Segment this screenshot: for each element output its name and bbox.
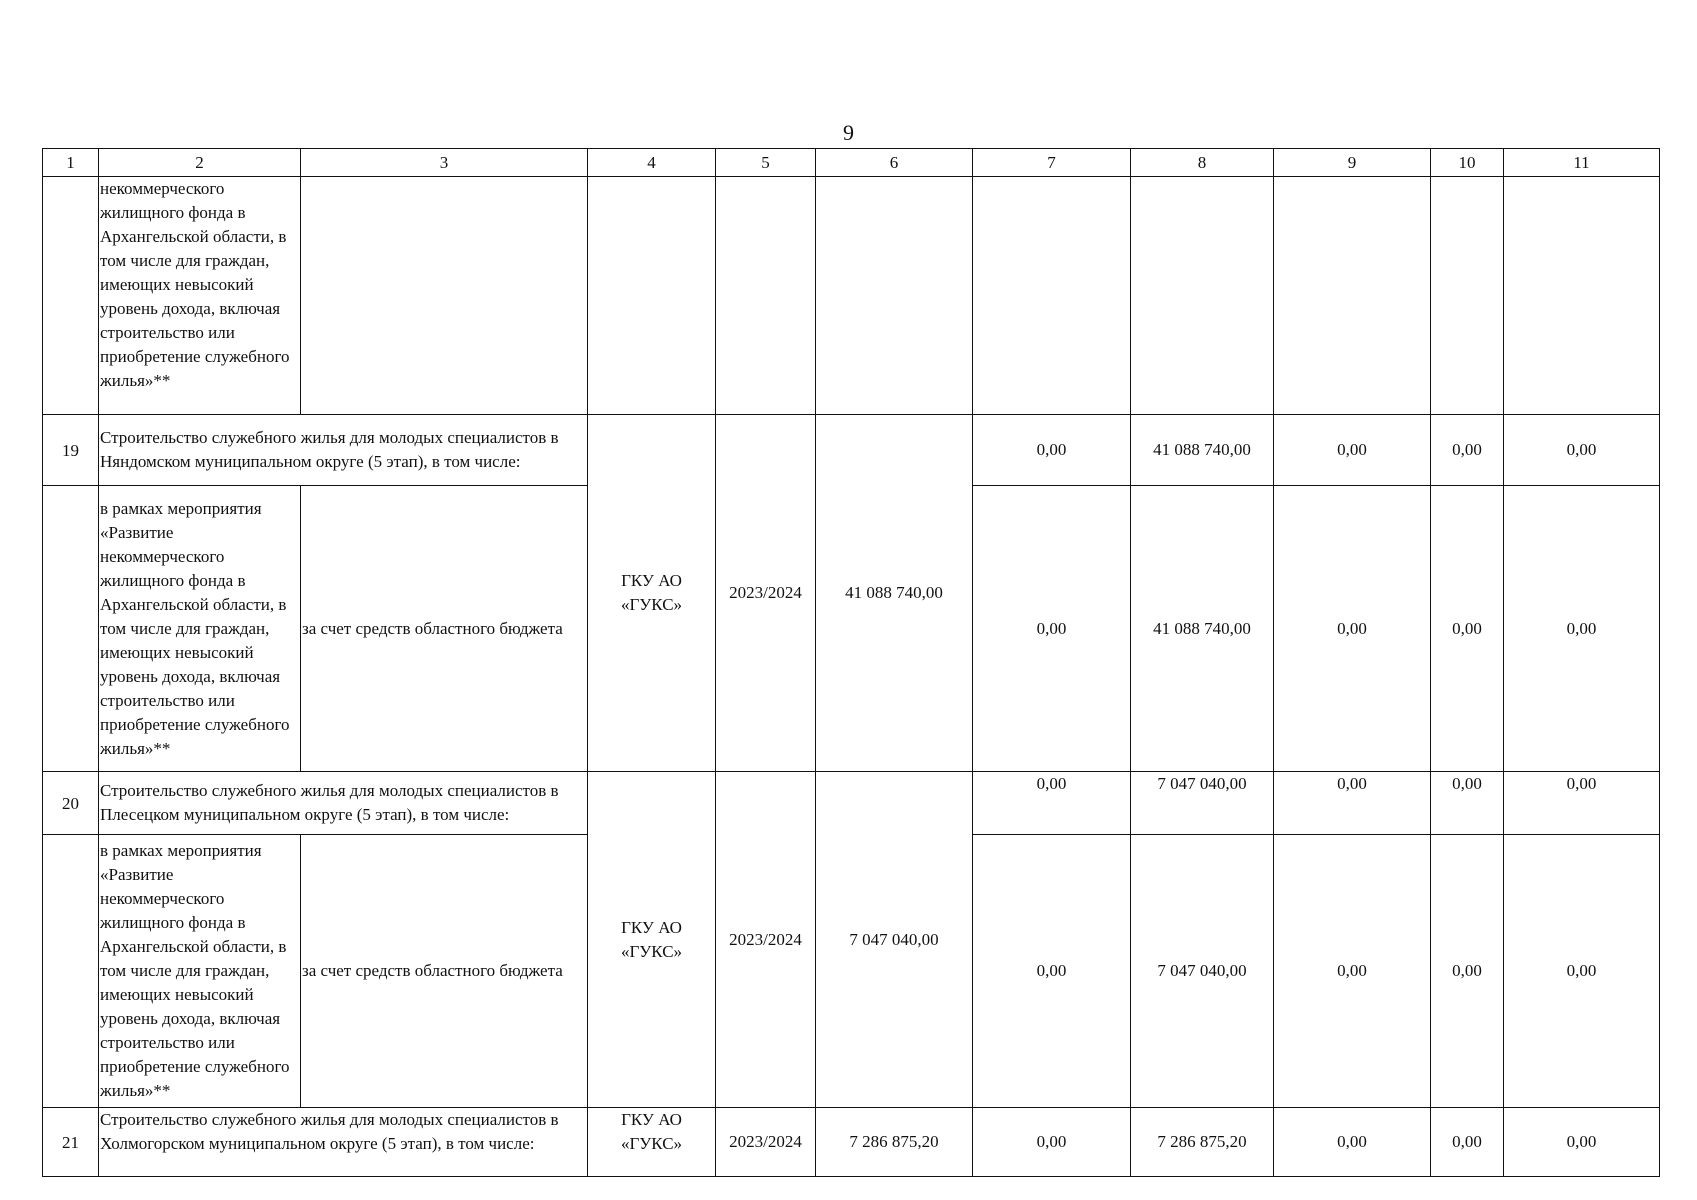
period-cell: 2023/2024: [716, 415, 816, 772]
value-cell: [1274, 177, 1431, 415]
total-cell: 7 286 875,20: [816, 1108, 973, 1177]
table-row: [43, 415, 1660, 486]
value-cell: 0,00: [1504, 1108, 1660, 1177]
executor-cell: ГКУ АО «ГУКС»: [588, 415, 716, 772]
column-header: 7: [973, 149, 1131, 177]
row-number-cell: [43, 415, 99, 486]
column-header: 11: [1504, 149, 1660, 177]
value-cell: [1431, 177, 1504, 415]
value-cell: 0,00: [973, 486, 1131, 772]
value-cell: 41 088 740,00: [1131, 415, 1274, 486]
value-cell: [1131, 177, 1274, 415]
column-header: 3: [301, 149, 588, 177]
table-row: [43, 177, 1660, 415]
value-cell: 0,00: [1274, 415, 1431, 486]
row-number-cell: [43, 177, 99, 415]
executor-cell: ГКУ АО «ГУКС»: [588, 772, 716, 1108]
row-number-cell: [43, 1108, 99, 1177]
value-cell: 0,00: [1504, 772, 1660, 835]
column-header: 8: [1131, 149, 1274, 177]
row-number-cell: [43, 772, 99, 835]
value-cell: 0,00: [1431, 415, 1504, 486]
value-cell: 0,00: [973, 1108, 1131, 1177]
object-title: Строительство служебного жилья для молодых специалистов в Няндомском муниципальном округе (5 этап), в том числе:: [99, 415, 588, 486]
measure-description: в рамках мероприятия «Развитие некоммерческого жилищного фонда в Архангельской области, в том числе для граждан, имеющих невысокий уровень дохода, включая строительство или приобретение служебного жилья»**: [99, 486, 301, 772]
header-row: [43, 149, 1660, 177]
value-cell: 0,00: [973, 772, 1131, 835]
table-row: [43, 772, 1660, 835]
column-header: 2: [99, 149, 301, 177]
row-number-cell: [43, 835, 99, 1108]
executor-cell: ГКУ АО «ГУКС»: [588, 1108, 716, 1177]
value-cell: 0,00: [1274, 1108, 1431, 1177]
value-cell: 0,00: [1274, 835, 1431, 1108]
value-cell: 0,00: [1274, 772, 1431, 835]
funding-source-cell: [301, 177, 588, 415]
value-cell: 0,00: [1431, 772, 1504, 835]
row-number: 19: [62, 441, 79, 460]
value-cell: 0,00: [973, 415, 1131, 486]
column-header: 6: [816, 149, 973, 177]
funding-source: за счет средств областного бюджета: [301, 486, 588, 772]
column-header: 1: [43, 149, 99, 177]
value-cell: 0,00: [1504, 415, 1660, 486]
value-cell: 7 047 040,00: [1131, 835, 1274, 1108]
value-cell: [1504, 177, 1660, 415]
program-table: [42, 148, 1660, 1177]
value-cell: 0,00: [973, 835, 1131, 1108]
row-number: 20: [62, 794, 79, 813]
period-cell: [716, 177, 816, 415]
page-number: 9: [843, 120, 854, 145]
period-cell: 2023/2024: [716, 1108, 816, 1177]
column-header: 4: [588, 149, 716, 177]
measure-description: в рамках мероприятия «Развитие некоммерческого жилищного фонда в Архангельской области, в том числе для граждан, имеющих невысокий уровень дохода, включая строительство или приобретение служебного жилья»**: [99, 835, 301, 1108]
total-cell: 41 088 740,00: [816, 415, 973, 772]
value-cell: [973, 177, 1131, 415]
executor-cell: [588, 177, 716, 415]
measure-description: некоммерческого жилищного фонда в Архангельской области, в том числе для граждан, имеющих невысокий уровень дохода, включая строительство или приобретение служебного жилья»**: [99, 177, 301, 415]
row-number-cell: [43, 486, 99, 772]
object-title: Строительство служебного жилья для молодых специалистов в Плесецком муниципальном округе (5 этап), в том числе:: [99, 772, 588, 835]
value-cell: 7 047 040,00: [1131, 772, 1274, 835]
value-cell: 0,00: [1431, 835, 1504, 1108]
value-cell: 0,00: [1431, 1108, 1504, 1177]
column-header: 5: [716, 149, 816, 177]
object-title: Строительство служебного жилья для молодых специалистов в Холмогорском муниципальном округе (5 этап), в том числе:: [99, 1108, 588, 1177]
period-cell: 2023/2024: [716, 772, 816, 1108]
funding-source: за счет средств областного бюджета: [301, 835, 588, 1108]
column-header: 10: [1431, 149, 1504, 177]
total-cell: 7 047 040,00: [816, 772, 973, 1108]
row-number: 21: [62, 1133, 79, 1152]
value-cell: 0,00: [1431, 486, 1504, 772]
table-row: [43, 1108, 1660, 1177]
value-cell: 0,00: [1504, 486, 1660, 772]
value-cell: 7 286 875,20: [1131, 1108, 1274, 1177]
value-cell: 0,00: [1504, 835, 1660, 1108]
value-cell: 41 088 740,00: [1131, 486, 1274, 772]
total-cell: [816, 177, 973, 415]
value-cell: 0,00: [1274, 486, 1431, 772]
column-header: 9: [1274, 149, 1431, 177]
